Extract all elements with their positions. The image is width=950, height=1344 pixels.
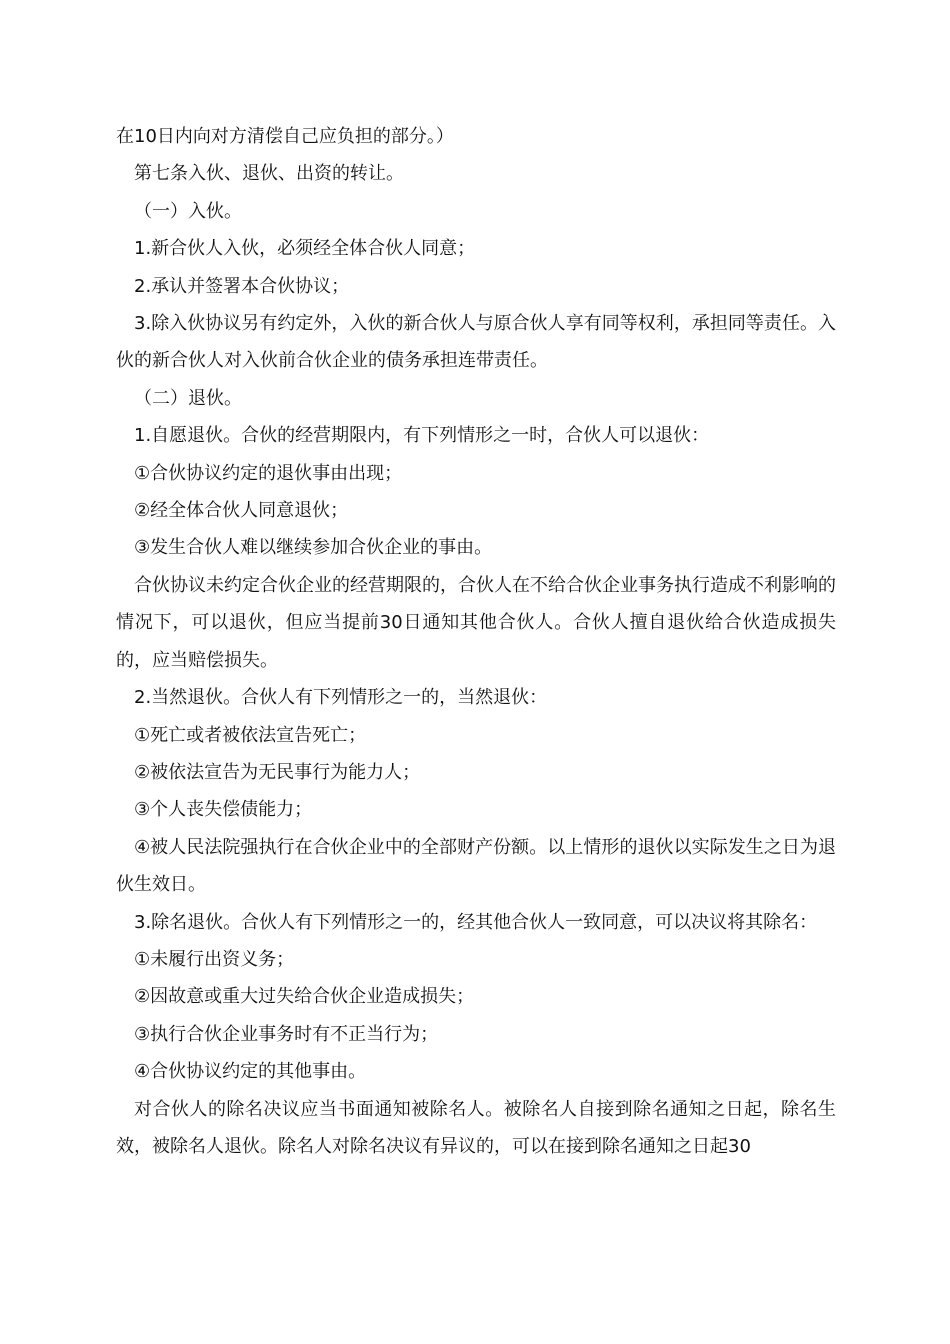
expulsion-withdrawal: 3.除名退伙。合伙人有下列情形之一的，经其他合伙人一致同意，可以决议将其除名：	[134, 911, 818, 933]
admission-item-1: 1.新合伙人入伙，必须经全体合伙人同意；	[134, 238, 476, 260]
automatic-withdrawal: 2.当然退伙。合伙人有下列情形之一的，当然退伙：	[134, 687, 548, 709]
section-admission-heading: （一）入伙。	[134, 200, 242, 222]
unspecified-term-paragraph: 合伙协议未约定合伙企业的经营期限的，合伙人在不给合伙企业事务执行造成不利影响的情况下，可以退伙，但应当提前30日通知其他合伙人。合伙人擅自退伙给合伙造成损失的，应当赔偿损失。	[116, 574, 836, 671]
expulsion-condition-1: ①未履行出资义务；	[134, 948, 295, 970]
expulsion-condition-4: ④合伙协议约定的其他事由。	[134, 1061, 367, 1083]
expulsion-notice-paragraph: 对合伙人的除名决议应当书面通知被除名人。被除名人自接到除名通知之日起，除名生效，被除名人退伙。除名人对除名决议有异议的，可以在接到除名通知之日起30	[116, 1098, 836, 1157]
article-seven-heading: 第七条入伙、退伙、出资的转让。	[134, 163, 404, 185]
automatic-condition-1: ①死亡或者被依法宣告死亡；	[134, 724, 367, 746]
section-withdrawal-heading: （二）退伙。	[134, 387, 242, 409]
document-body	[116, 118, 836, 1165]
admission-item-3: 3.除入伙协议另有约定外，入伙的新合伙人与原合伙人享有同等权利，承担同等责任。入伙的新合伙人对入伙前合伙企业的债务承担连带责任。	[116, 313, 836, 372]
paragraph-continuation: 在10日内向对方清偿自己应负担的部分。）	[116, 126, 454, 147]
voluntary-condition-3: ③发生合伙人难以继续参加合伙企业的事由。	[134, 537, 493, 559]
voluntary-condition-1: ①合伙协议约定的退伙事由出现；	[134, 462, 403, 484]
voluntary-condition-2: ②经全体合伙人同意退伙；	[134, 500, 349, 522]
automatic-condition-4: ④被人民法院强执行在合伙企业中的全部财产份额。以上情形的退伙以实际发生之日为退伙生效日。	[116, 836, 836, 896]
expulsion-condition-3: ③执行合伙企业事务时有不正当行为；	[134, 1023, 439, 1045]
automatic-condition-2: ②被依法宣告为无民事行为能力人；	[134, 761, 421, 783]
voluntary-withdrawal: 1.自愿退伙。合伙的经营期限内，有下列情形之一时，合伙人可以退伙：	[134, 425, 710, 447]
expulsion-condition-2: ②因故意或重大过失给合伙企业造成损失；	[134, 986, 475, 1008]
admission-item-2: 2.承认并签署本合伙协议；	[134, 275, 350, 297]
automatic-condition-3: ③个人丧失偿债能力；	[134, 799, 313, 821]
